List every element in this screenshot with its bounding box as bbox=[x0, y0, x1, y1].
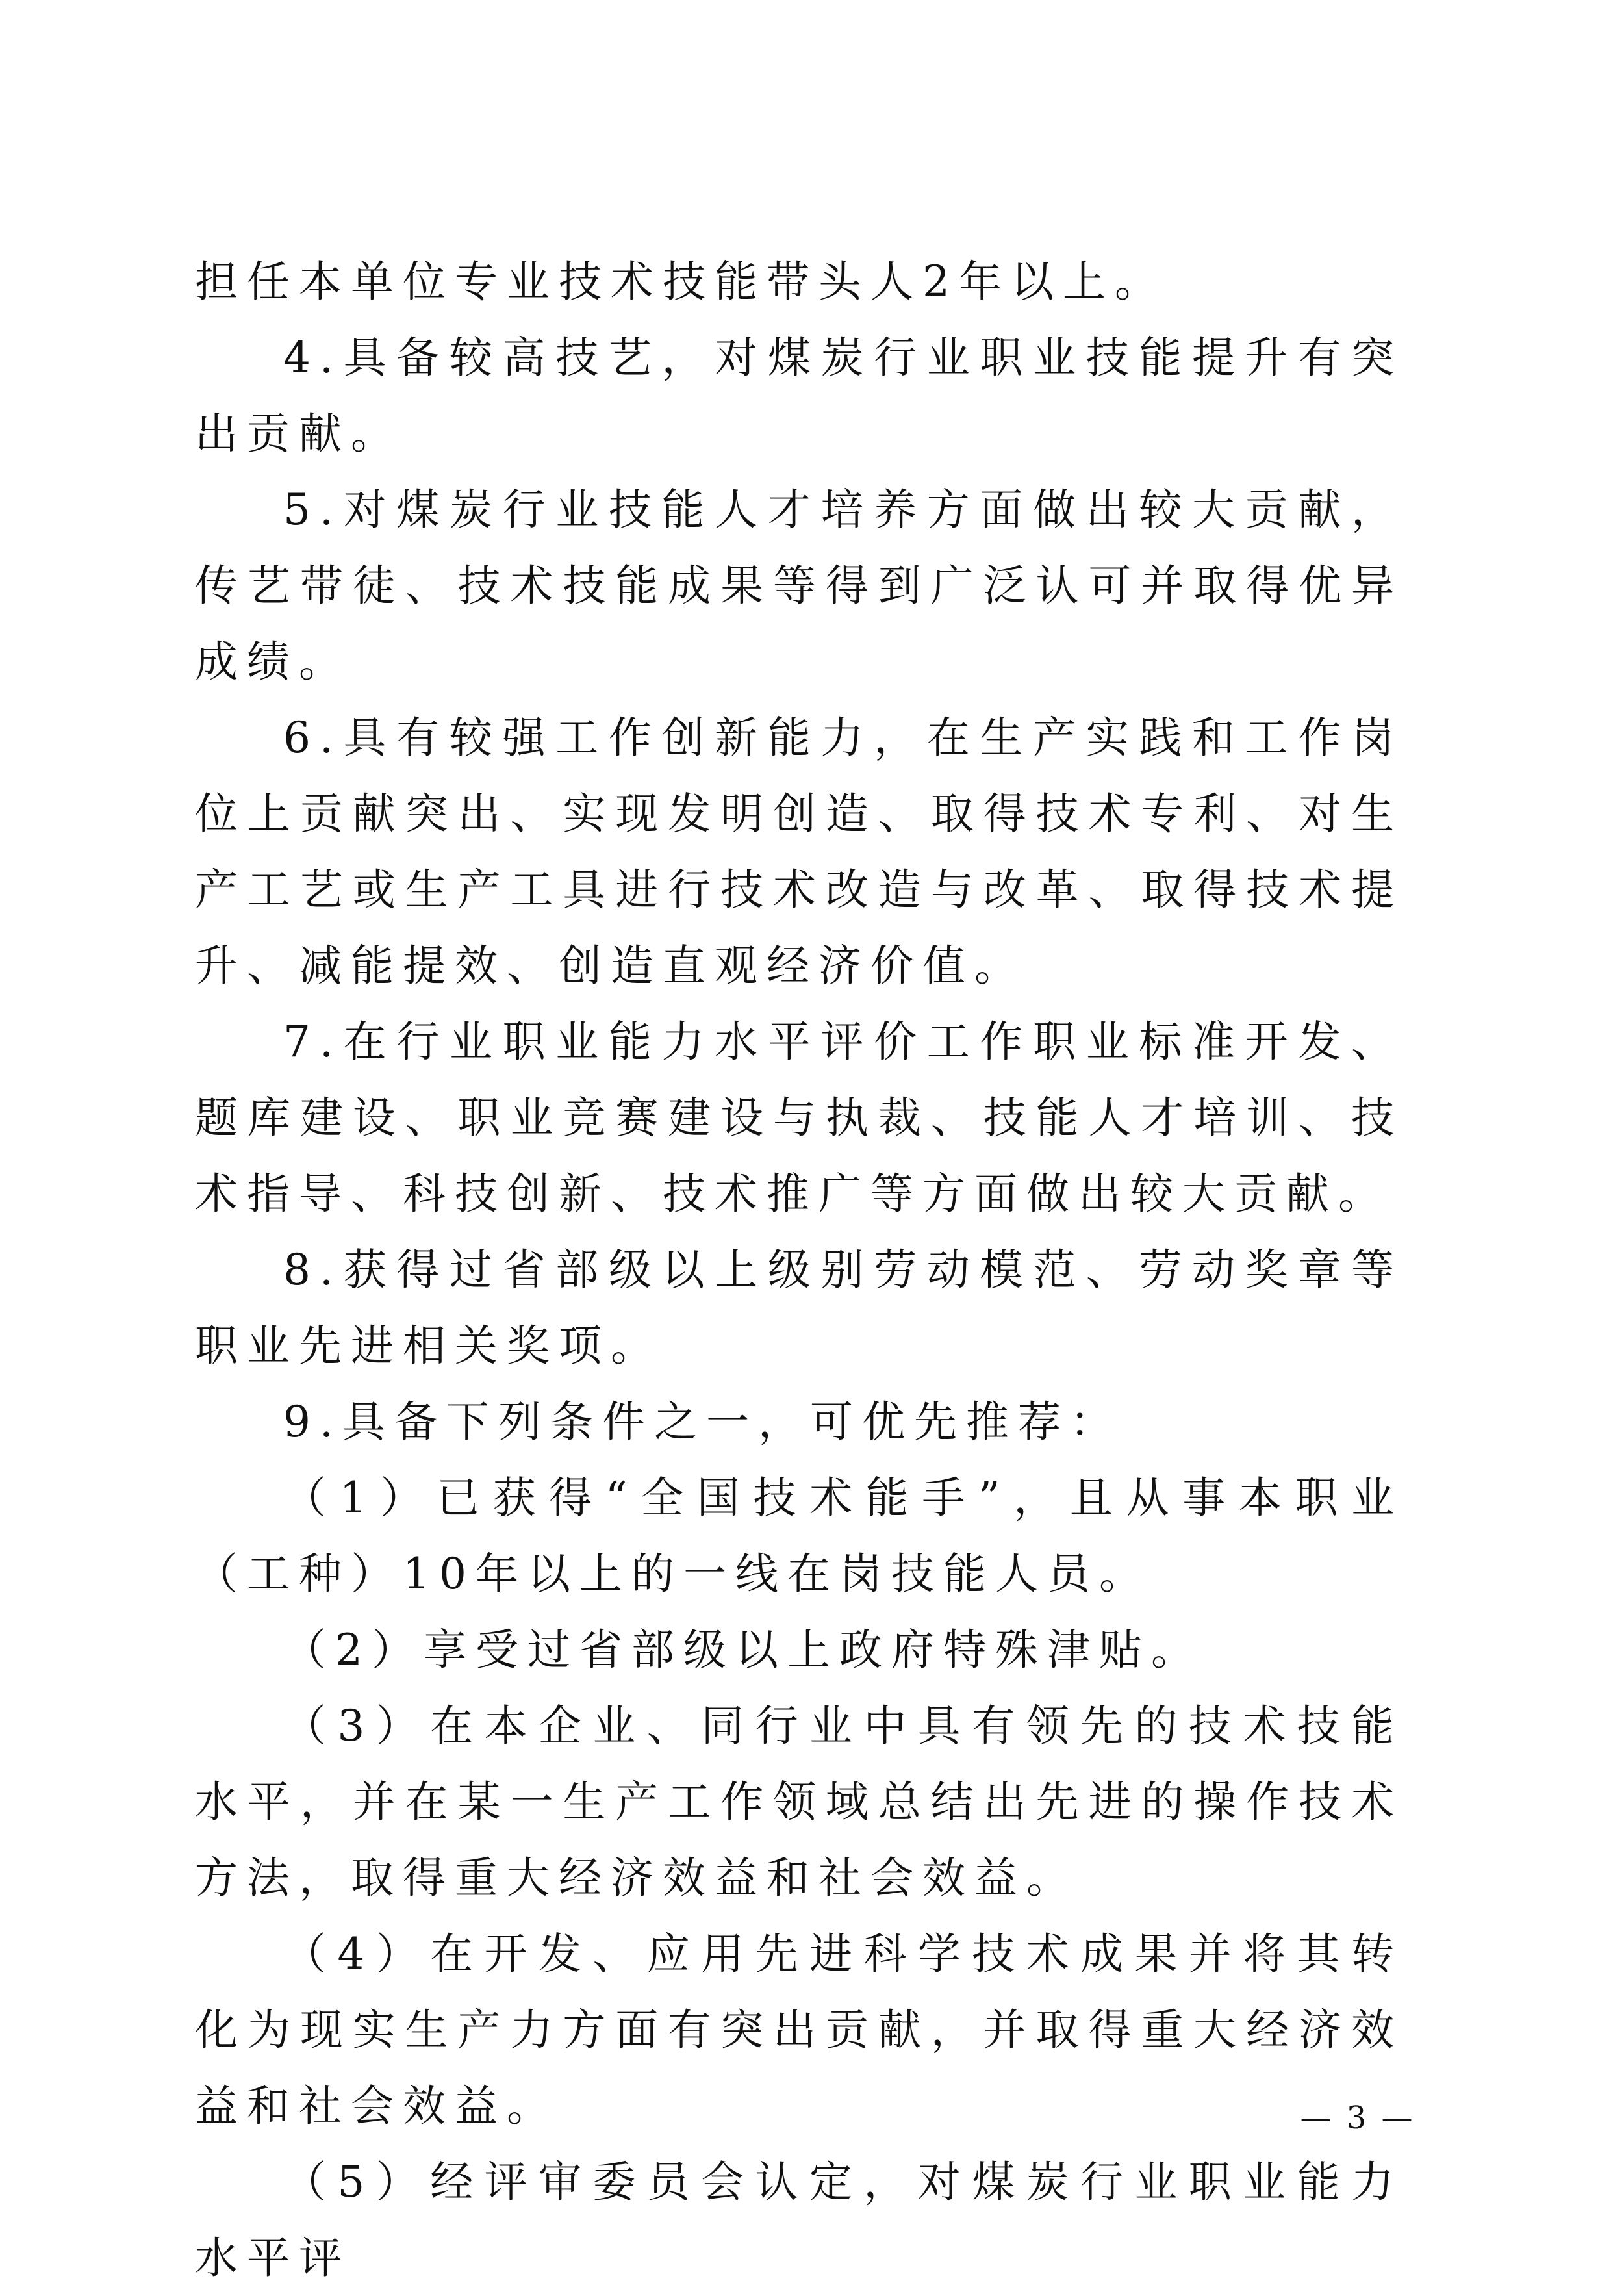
paragraph-continuation: 担任本单位专业技术技能带头人2年以上。 bbox=[195, 257, 1167, 307]
paragraph-item-9: 9.具备下列条件之一，可优先推荐： bbox=[283, 1397, 1122, 1447]
page-number: — 3 — bbox=[1300, 2100, 1415, 2136]
paragraph-item-6: 6.具有较强工作创新能力，在生产实践和工作岗位上贡献突出、实现发明创造、取得技术专利、对生产工艺或生产工具进行技术改造与改革、取得技术提升、减能提效、创造直观经济价值。 bbox=[195, 713, 1403, 991]
paragraph-item-5: 5.对煤炭行业技能人才培养方面做出较大贡献，传艺带徒、技术技能成果等得到广泛认可并取得优异成绩。 bbox=[195, 485, 1403, 687]
sub-item-3: （3）在本企业、同行业中具有领先的技术技能水平，并在某一生产工作领域总结出先进的操作技术方法，取得重大经济效益和社会效益。 bbox=[195, 1701, 1403, 1903]
paragraph-item-8: 8.获得过省部级以上级别劳动模范、劳动奖章等职业先进相关奖项。 bbox=[195, 1245, 1403, 1371]
paragraph-item-4: 4.具备较高技艺，对煤炭行业职业技能提升有突出贡献。 bbox=[195, 333, 1403, 459]
sub-item-2: （2）享受过省部级以上政府特殊津贴。 bbox=[283, 1625, 1203, 1675]
sub-item-5: （5）经评审委员会认定，对煤炭行业职业能力水平评 bbox=[195, 2157, 1403, 2283]
sub-item-4: （4）在开发、应用先进科学技术成果并将其转化为现实生产力方面有突出贡献，并取得重大经济效益和社会效益。 bbox=[195, 1929, 1403, 2131]
document-body bbox=[195, 244, 1403, 2296]
paragraph-item-7: 7.在行业职业能力水平评价工作职业标准开发、题库建设、职业竞赛建设与执裁、技能人才培训、技术指导、科技创新、技术推广等方面做出较大贡献。 bbox=[195, 1017, 1403, 1219]
sub-item-1: （1）已获得“全国技术能手”，且从事本职业（工种）10年以上的一线在岗技能人员。 bbox=[195, 1473, 1403, 1599]
